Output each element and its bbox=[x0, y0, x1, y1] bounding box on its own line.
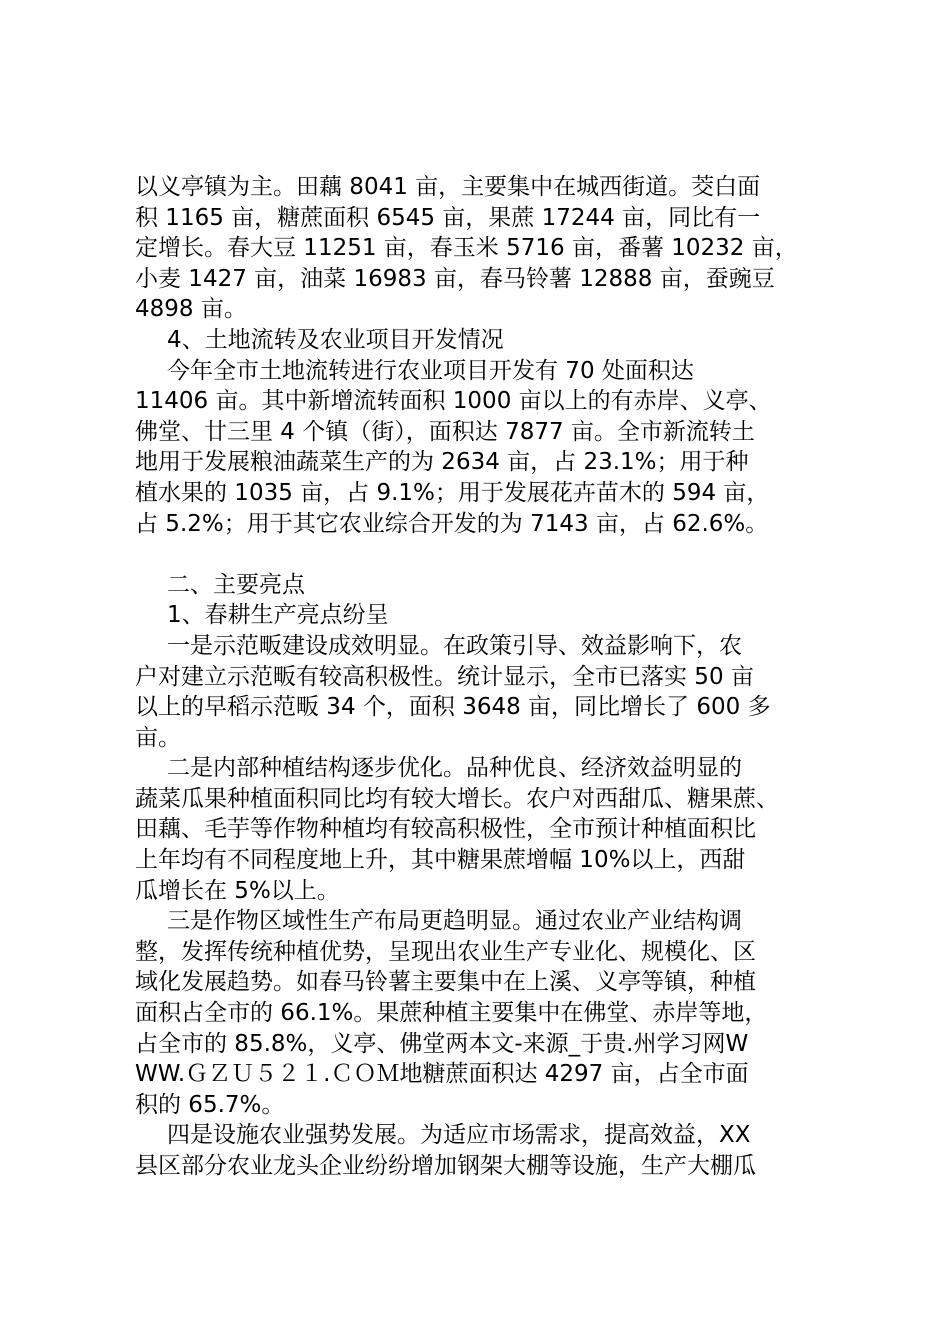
text-line: 植水果的 1035 亩，占 9.1%；用于发展花卉苗木的 594 亩， bbox=[135, 479, 770, 506]
text-line: 二是内部种植结构逐步优化。品种优良、经济效益明显的 bbox=[167, 755, 742, 782]
document-page bbox=[135, 172, 825, 1182]
paragraph-land-transfer bbox=[135, 356, 825, 540]
text-line: 今年全市土地流转进行农业项目开发有 70 处面积达 bbox=[167, 357, 694, 384]
text-line: 占全市的 85.8%，义亭、佛堂两本文-来源_于贵.州学习网W bbox=[135, 1030, 749, 1057]
text-line: 定增长。春大豆 11251 亩，春玉米 5716 亩，番薯 10232 亩， bbox=[135, 235, 798, 262]
text-line: 蔬菜瓜果种植面积同比均有较大增长。农户对西甜瓜、糖果蔗、 bbox=[135, 785, 779, 812]
text-line: 三是作物区域性生产布局更趋明显。通过农业产业结构调 bbox=[167, 908, 742, 935]
text-line: 整，发挥传统种植优势，呈现出农业生产专业化、规模化、区 bbox=[135, 938, 756, 965]
heading-spring-production bbox=[135, 600, 825, 631]
section-heading: 二、主要亮点 bbox=[167, 571, 305, 598]
text-line: 佛堂、廿三里 4 个镇（街），面积达 7877 亩。全市新流转土 bbox=[135, 418, 755, 445]
text-line: 上年均有不同程度地上升，其中糖果蔗增幅 10%以上，西甜 bbox=[135, 847, 746, 874]
text-line: 11406 亩。其中新增流转面积 1000 亩以上的有赤岸、义亭、 bbox=[135, 388, 772, 415]
text-line: 域化发展趋势。如春马铃薯主要集中在上溪、义亭等镇，种植 bbox=[135, 969, 756, 996]
text-line: 瓜增长在 5%以上。 bbox=[135, 877, 340, 904]
paragraph-facility-agriculture bbox=[135, 1120, 825, 1181]
text-line: 积 1165 亩，糖蔗面积 6545 亩，果蔗 17244 亩，同比有一 bbox=[135, 204, 761, 231]
text-line: 四是设施农业强势发展。为适应市场需求，提高效益，XX bbox=[167, 1122, 751, 1149]
section-heading: 4、土地流转及农业项目开发情况 bbox=[167, 326, 504, 353]
text-line: 一是示范畈建设成效明显。在政策引导、效益影响下，农 bbox=[167, 632, 742, 659]
text-line: 户对建立示范畈有较高积极性。统计显示，全市已落实 50 亩 bbox=[135, 663, 754, 690]
text-line: 地用于发展粮油蔬菜生产的为 2634 亩，占 23.1%；用于种 bbox=[135, 449, 749, 476]
text-line: 以上的早稻示范畈 34 个，面积 3648 亩，同比增长了 600 多 bbox=[135, 694, 771, 721]
text-line: WW.ＧＺＵ５２１.ＣＯＭ地糖蔗面积达 4297 亩，占全市面 bbox=[135, 1061, 749, 1088]
paragraph-planting-structure bbox=[135, 753, 825, 906]
blank-line bbox=[135, 539, 825, 570]
heading-land-transfer bbox=[135, 325, 825, 356]
section-subheading: 1、春耕生产亮点纷呈 bbox=[167, 602, 389, 629]
paragraph-regional-layout bbox=[135, 906, 825, 1120]
text-line: 县区部分农业龙头企业纷纷增加钢架大棚等设施，生产大棚瓜 bbox=[135, 1153, 756, 1179]
text-line: 以义亭镇为主。田藕 8041 亩，主要集中在城西街道。茭白面 bbox=[135, 174, 761, 200]
text-line: 面积占全市的 66.1%。果蔗种植主要集中在佛堂、赤岸等地， bbox=[135, 1000, 768, 1027]
text-line: 亩。 bbox=[135, 724, 181, 751]
heading-highlights bbox=[135, 570, 825, 601]
paragraph-land-area bbox=[135, 172, 825, 325]
text-line: 小麦 1427 亩，油菜 16983 亩，春马铃薯 12888 亩，蚕豌豆 bbox=[135, 265, 775, 292]
paragraph-demo-fields bbox=[135, 631, 825, 753]
text-line: 积的 65.7%。 bbox=[135, 1091, 285, 1118]
text-line: 田藕、毛芋等作物种植均有较高积极性，全市预计种植面积比 bbox=[135, 816, 756, 843]
text-line: 占 5.2%；用于其它农业综合开发的为 7143 亩，占 62.6%。 bbox=[135, 510, 769, 537]
text-line: 4898 亩。 bbox=[135, 296, 247, 323]
